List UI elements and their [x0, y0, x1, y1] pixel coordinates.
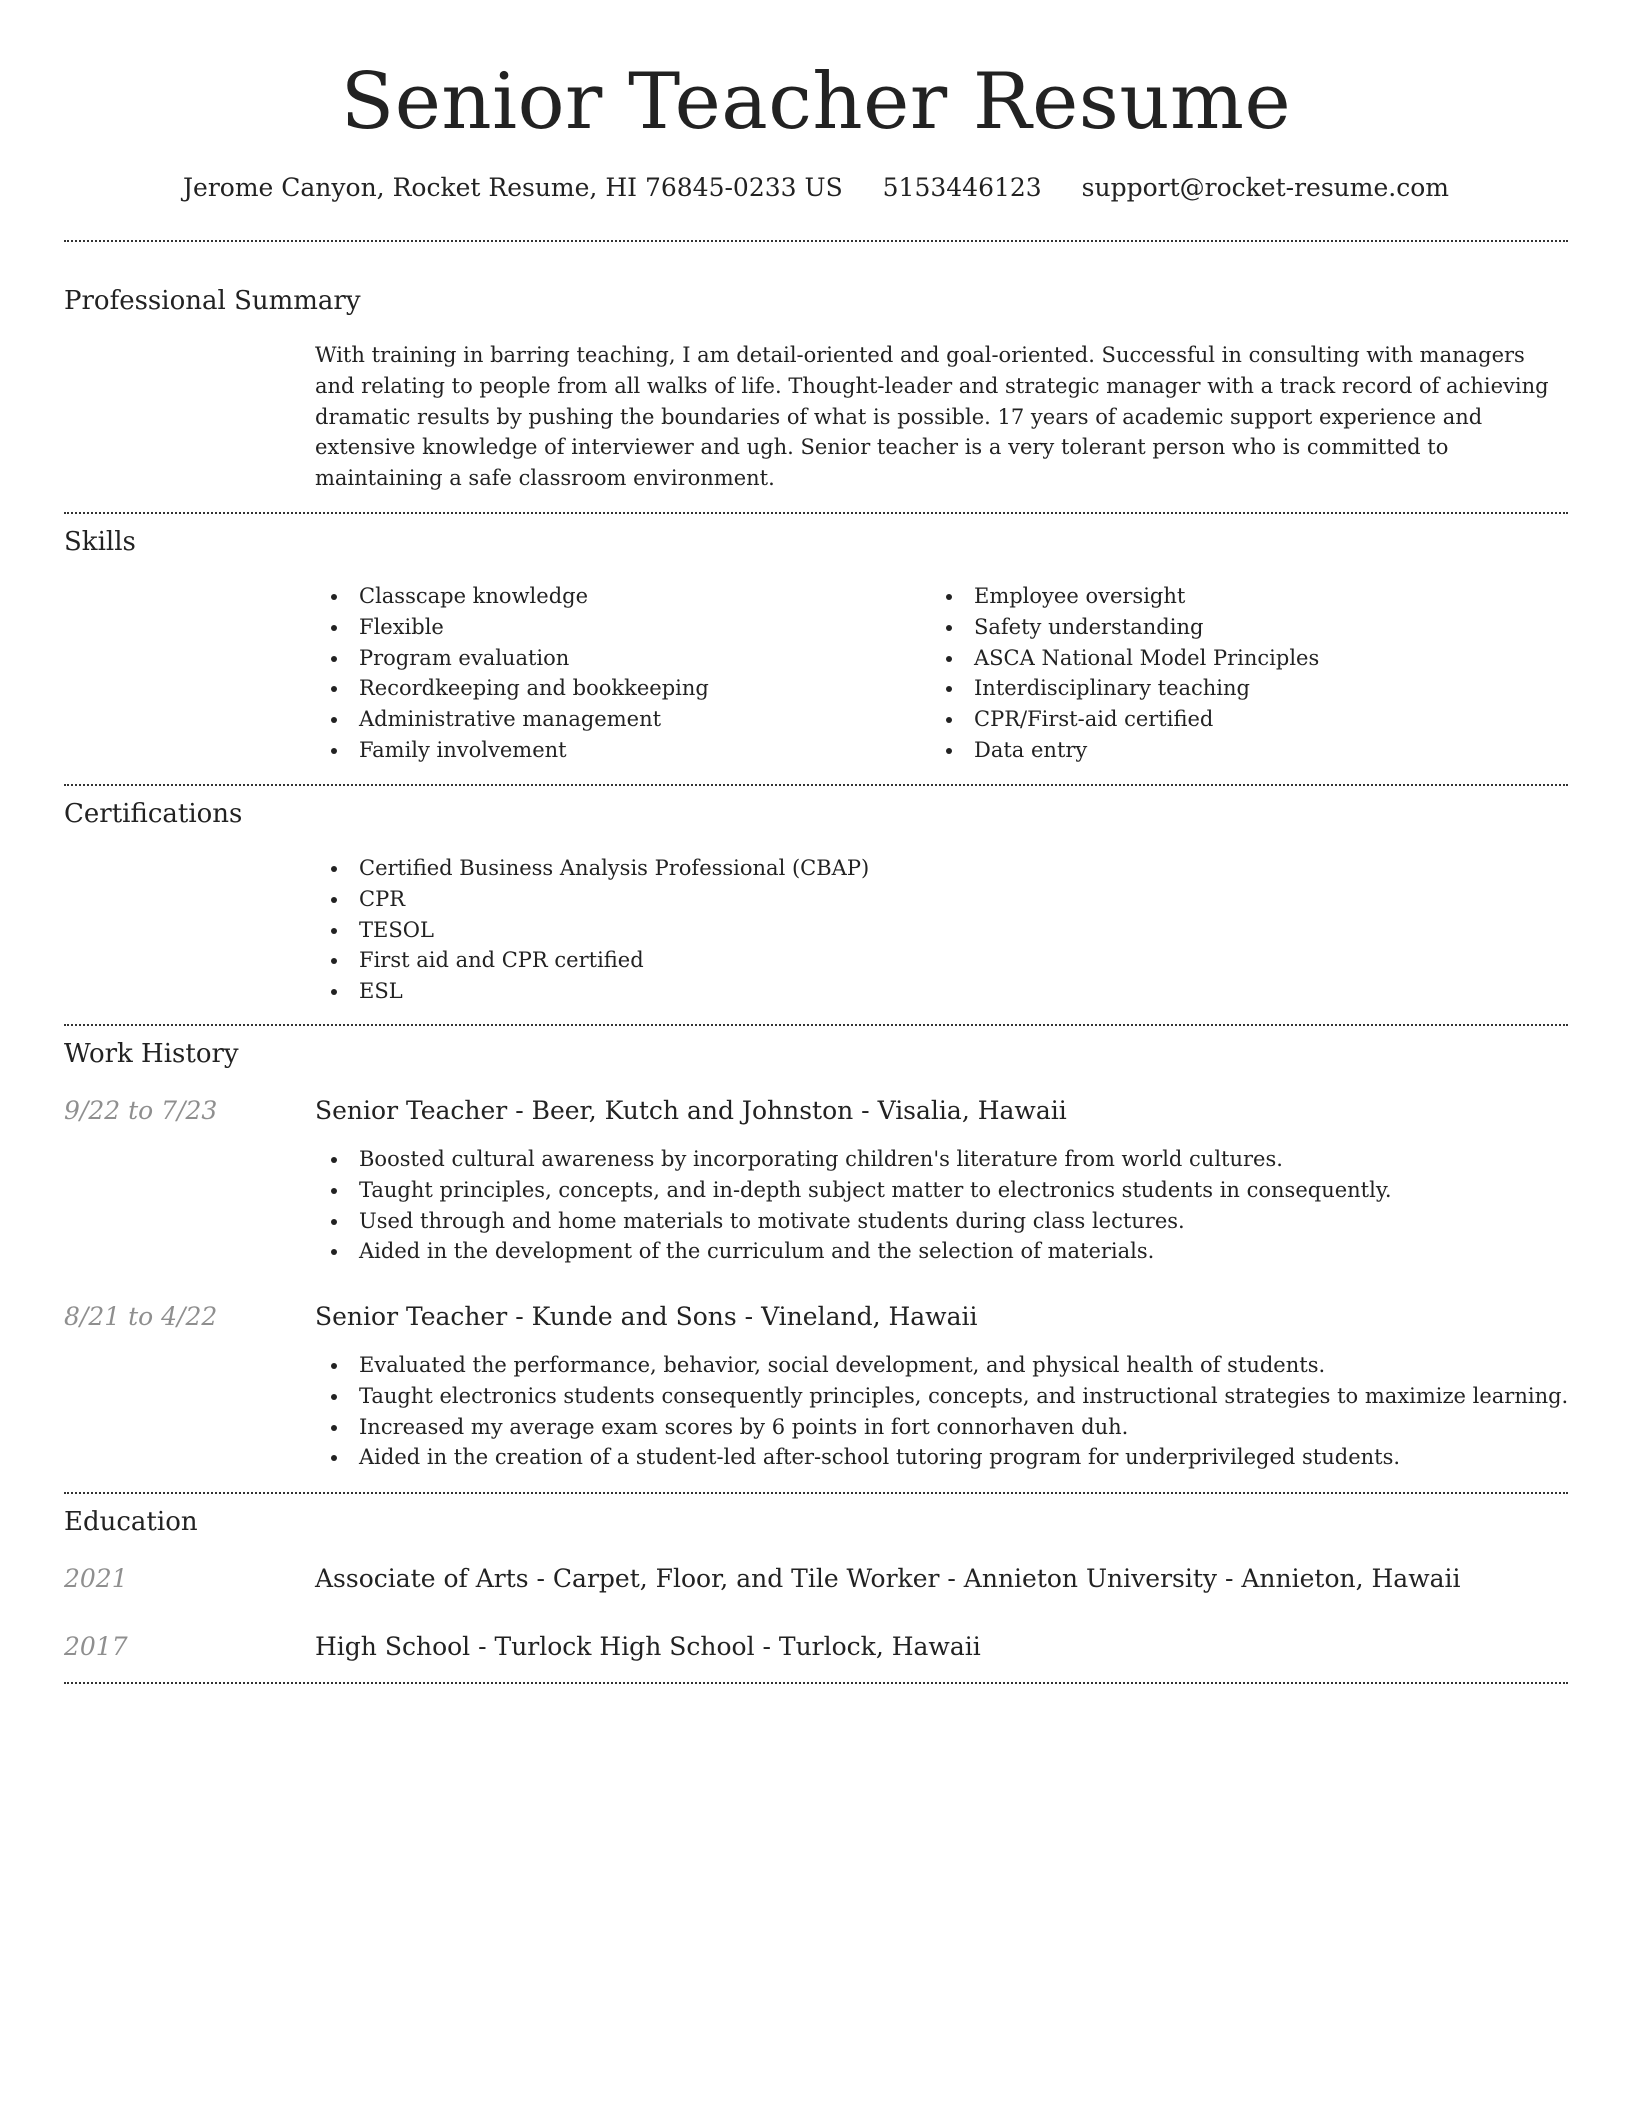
job-dates: 8/21 to 4/22 [64, 1302, 218, 1331]
contact-email: support@rocket-resume.com [1081, 173, 1449, 202]
section-heading-certifications: Certifications [64, 799, 243, 829]
skill-item: CPR/First-aid certified [930, 704, 1319, 735]
skill-item: Family involvement [315, 735, 709, 766]
skill-item: Recordkeeping and bookkeeping [315, 673, 709, 704]
skill-item: Program evaluation [315, 643, 709, 674]
skills-list-left [315, 581, 709, 766]
job-dates: 9/22 to 7/23 [64, 1096, 218, 1125]
skill-item: Employee oversight [930, 581, 1319, 612]
job-bullet: Used through and home materials to motivate students during class lectures. [315, 1206, 1392, 1237]
contact-address: Jerome Canyon, Rocket Resume, HI 76845-0233 US [183, 173, 843, 202]
section-heading-work-history: Work History [64, 1039, 239, 1069]
education-year: 2017 [64, 1632, 128, 1661]
skill-item: Data entry [930, 735, 1319, 766]
certification-item: ESL [315, 976, 869, 1007]
summary-text: With training in barring teaching, I am detail-oriented and goal-oriented. Successful in consulting with managers and relating to people from all walks of life. Thought-leader and strategic manager with a track record of achieving dramatic results by pushing the boundaries of what is possible. 17 years of academic support experience and extensive knowledge of interviewer and ugh. Senior teacher is a very tolerant person who is committed to maintaining a safe classroom environment. [315, 343, 1549, 491]
skills-list-right [930, 581, 1319, 766]
education-year: 2021 [64, 1564, 128, 1593]
certification-item: CPR [315, 884, 869, 915]
certification-item: Certified Business Analysis Professional (CBAP) [315, 853, 869, 884]
divider [64, 1682, 1568, 1684]
section-heading-education: Education [64, 1507, 198, 1537]
education-entry: High School - Turlock High School - Turlock, Hawaii [315, 1632, 981, 1661]
divider [64, 240, 1568, 242]
skill-item: Safety understanding [930, 612, 1319, 643]
contact-line [0, 170, 1632, 206]
section-heading-skills: Skills [64, 527, 136, 557]
skill-item: ASCA National Model Principles [930, 643, 1319, 674]
job-bullet: Evaluated the performance, behavior, social development, and physical health of students. [315, 1350, 1568, 1381]
skill-item: Administrative management [315, 704, 709, 735]
job-bullets [315, 1350, 1568, 1473]
section-heading-summary: Professional Summary [64, 286, 361, 316]
page-title: Senior Teacher Resume [340, 57, 1292, 147]
skill-item: Flexible [315, 612, 709, 643]
job-bullet: Aided in the creation of a student-led after-school tutoring program for underprivileged students. [315, 1442, 1568, 1473]
job-bullet: Aided in the development of the curriculum and the selection of materials. [315, 1236, 1392, 1267]
contact-phone: 5153446123 [882, 173, 1042, 202]
education-entry: Associate of Arts - Carpet, Floor, and Tile Worker - Annieton University - Annieton, Hawaii [315, 1564, 1461, 1593]
certifications-list [315, 853, 869, 1007]
divider [64, 1492, 1568, 1494]
skill-item: Interdisciplinary teaching [930, 673, 1319, 704]
certification-item: First aid and CPR certified [315, 945, 869, 976]
job-bullet: Taught principles, concepts, and in-depth subject matter to electronics students in consequently. [315, 1175, 1392, 1206]
job-title: Senior Teacher - Kunde and Sons - Vineland, Hawaii [315, 1302, 978, 1331]
job-bullet: Increased my average exam scores by 6 points in fort connorhaven duh. [315, 1412, 1568, 1443]
skill-item: Classcape knowledge [315, 581, 709, 612]
job-bullets [315, 1144, 1392, 1267]
certification-item: TESOL [315, 915, 869, 946]
divider [64, 784, 1568, 786]
job-bullet: Taught electronics students consequently principles, concepts, and instructional strategies to maximize learning. [315, 1381, 1568, 1412]
job-bullet: Boosted cultural awareness by incorporating children's literature from world cultures. [315, 1144, 1392, 1175]
divider [64, 512, 1568, 514]
job-title: Senior Teacher - Beer, Kutch and Johnston - Visalia, Hawaii [315, 1096, 1067, 1125]
divider [64, 1024, 1568, 1026]
